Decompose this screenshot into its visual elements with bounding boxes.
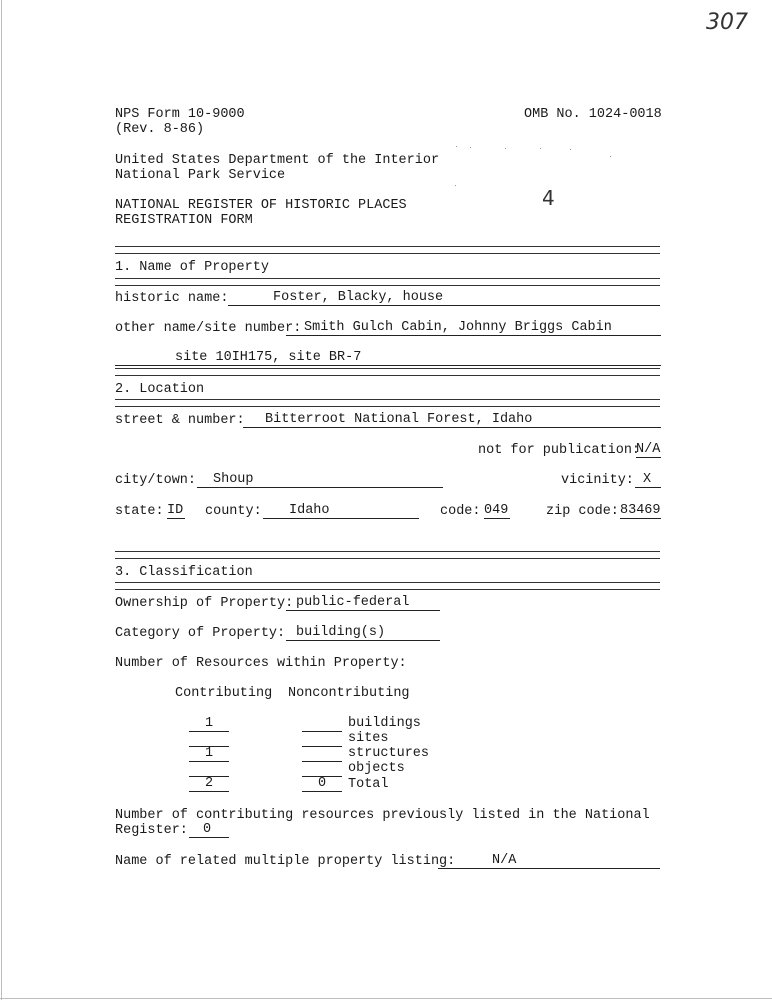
register-field	[189, 822, 229, 838]
previously-listed-label: Number of contributing resources previously listed in the National	[115, 808, 650, 823]
other-name-field-continued	[115, 350, 661, 366]
page-bottom-edge	[0, 998, 772, 999]
resource-type-label: structures	[348, 746, 430, 761]
scan-speck	[505, 148, 506, 149]
resource-contributing-cell	[189, 761, 229, 777]
ownership-field	[286, 595, 440, 611]
register-label: Register:	[115, 823, 188, 838]
section-divider	[115, 551, 660, 559]
page-left-edge	[1, 0, 2, 1000]
register-value: 0	[203, 822, 212, 837]
state-label: state:	[115, 504, 164, 519]
category-value: building(s)	[296, 625, 386, 640]
section-divider	[115, 368, 660, 376]
section-divider	[115, 278, 660, 286]
zip-value: 83469	[620, 503, 661, 518]
ownership-label: Ownership of Property:	[115, 596, 294, 611]
vicinity-value: X	[643, 472, 652, 487]
multiple-listing-label: Name of related multiple property listing:	[115, 854, 456, 869]
resource-contributing-cell: 1	[189, 746, 229, 762]
resource-noncontributing-cell	[302, 746, 342, 762]
contributing-header: Contributing	[175, 686, 273, 701]
resource-contributing-cell	[189, 731, 229, 747]
city-value: Shoup	[213, 472, 254, 487]
other-name-value-2: site 10IH175, site BR-7	[175, 350, 362, 365]
department-name: United States Department of the Interior	[115, 153, 440, 168]
form-revision: (Rev. 8-86)	[115, 122, 205, 137]
other-name-field	[286, 320, 661, 336]
resource-type-label: sites	[348, 731, 389, 746]
street-label: street & number:	[115, 413, 245, 428]
section-divider	[115, 582, 660, 590]
register-title: NATIONAL REGISTER OF HISTORIC PLACES	[115, 198, 407, 213]
form-number: NPS Form 10-9000	[115, 107, 245, 122]
street-field	[243, 412, 661, 428]
resource-total-label: Total	[348, 777, 389, 792]
category-label: Category of Property:	[115, 626, 286, 641]
resource-contributing-total: 2	[189, 776, 229, 792]
handwritten-mark: 4	[542, 186, 555, 210]
county-value: Idaho	[289, 503, 330, 518]
resource-contributing-cell: 1	[189, 716, 229, 732]
code-value: 049	[484, 503, 509, 518]
multiple-listing-field	[438, 853, 660, 869]
not-for-publication-label: not for publication:	[478, 443, 641, 458]
state-field	[167, 503, 185, 519]
scan-speck	[456, 146, 457, 147]
vicinity-field	[635, 472, 661, 488]
category-field	[286, 625, 440, 641]
city-label: city/town:	[115, 473, 197, 488]
section-divider	[115, 399, 660, 407]
scan-speck	[455, 185, 456, 186]
zip-label: zip code:	[546, 504, 619, 519]
code-field	[484, 503, 510, 519]
scan-speck	[540, 148, 541, 149]
county-field	[263, 503, 419, 519]
noncontributing-header: Noncontributing	[288, 686, 410, 701]
resource-noncontributing-total: 0	[302, 776, 342, 792]
resource-type-label: objects	[348, 761, 405, 776]
zip-field	[620, 503, 661, 519]
county-label: county:	[205, 504, 262, 519]
omb-number: OMB No. 1024-0018	[524, 107, 662, 122]
historic-name-field	[228, 290, 660, 306]
multiple-listing-value: N/A	[492, 853, 517, 868]
scan-speck	[470, 147, 471, 148]
historic-name-label: historic name:	[115, 291, 229, 306]
other-name-label: other name/site number:	[115, 321, 302, 336]
city-field	[197, 472, 443, 488]
section-divider	[115, 246, 660, 254]
not-for-publication-field	[636, 442, 661, 458]
other-name-value: Smith Gulch Cabin, Johnny Briggs Cabin	[304, 320, 612, 335]
state-value: ID	[167, 503, 184, 518]
handwritten-page-number: 307	[706, 10, 748, 35]
scan-speck	[570, 149, 571, 150]
street-value: Bitterroot National Forest, Idaho	[265, 412, 533, 427]
not-for-publication-value: N/A	[636, 442, 661, 457]
resources-label: Number of Resources within Property:	[115, 656, 407, 671]
section-1-heading: 1. Name of Property	[115, 260, 269, 275]
historic-name-value: Foster, Blacky, house	[273, 290, 444, 305]
resource-noncontributing-cell	[302, 731, 342, 747]
section-2-heading: 2. Location	[115, 382, 205, 397]
resource-type-label: buildings	[348, 716, 421, 731]
resource-noncontributing-cell	[302, 761, 342, 777]
ownership-value: public-federal	[296, 595, 410, 610]
scan-speck	[610, 156, 611, 157]
code-label: code:	[440, 504, 481, 519]
vicinity-label: vicinity:	[561, 473, 634, 488]
resource-noncontributing-cell	[302, 716, 342, 732]
service-name: National Park Service	[115, 168, 286, 183]
section-3-heading: 3. Classification	[115, 565, 253, 580]
form-title: REGISTRATION FORM	[115, 213, 253, 228]
